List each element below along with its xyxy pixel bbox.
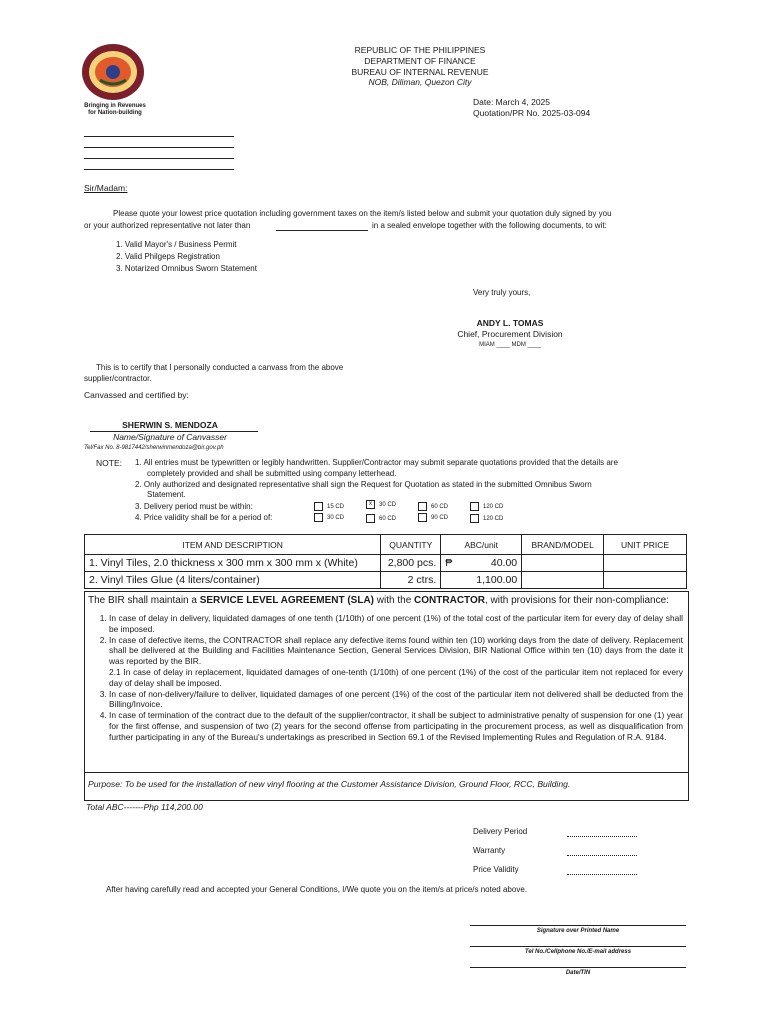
bir-seal-logo	[80, 42, 146, 102]
sla-item-1: 1. In case of delay in delivery, liquidated damages of one tenth (1/10th) of one percent (1%) of the total cost of the particular item for every day of delay shall be imposed.	[109, 613, 683, 635]
address-line-2[interactable]	[84, 147, 234, 148]
sla-box	[84, 591, 689, 801]
canvasser-caption: Name/Signature of Canvasser	[113, 432, 227, 442]
delivery-opt-15[interactable]	[314, 502, 344, 511]
header-abc: ABC/unit	[441, 535, 522, 555]
canvasser-contact: Tel/Fax No. 8-9817442/sherwinmendoza@bir.gov.ph	[84, 445, 224, 451]
qty-cell: 2 ctrs.	[381, 572, 441, 589]
warranty-label: Warranty	[473, 846, 506, 855]
checkbox-checked-icon: x	[366, 500, 375, 509]
validity-opt-60[interactable]	[366, 514, 396, 523]
validity-opt-120[interactable]	[470, 514, 503, 523]
opt-label: 120 CD	[483, 516, 504, 523]
date-tin-caption: Date/TIN	[565, 970, 591, 976]
doc-3: 3. Notarized Omnibus Sworn Statement	[116, 264, 257, 273]
item-cell: 2. Vinyl Tiles Glue (4 liters/container)	[85, 572, 381, 589]
opt-label: 30 CD	[327, 515, 345, 522]
signature-line[interactable]	[470, 925, 686, 926]
sla-item-3: 3. In case of non-delivery/failure to deliver, liquidated damages of one percent (1%) of the cost of the particular item not delivered shall be deducted from the Billing/Invoice.	[109, 689, 683, 711]
validity-opt-90[interactable]	[418, 513, 448, 522]
checkbox-icon	[366, 514, 375, 523]
opt-label: 15 CD	[327, 504, 345, 511]
signatory-name: ANDY L. TOMAS	[476, 318, 544, 328]
contact-caption: Tel No./Cellphone No./E-mail address	[524, 949, 632, 955]
sla-item-2-text: In case of defective items, the CONTRACTOR shall replace any defective items found within ten (10) working days from the date of delivery. Replacement shall be delivered at the Building and Facilities Maintenance Section, General Services Division, BIR National Office within ten (10) days from the date it was reported by the BIR.	[109, 634, 683, 667]
address-line-3[interactable]	[84, 158, 234, 159]
opt-label: 30 CD	[379, 502, 397, 509]
validity-opt-30[interactable]	[314, 513, 344, 522]
delivery-opt-120[interactable]	[470, 502, 503, 511]
tagline-2: for Nation-building	[88, 110, 142, 116]
intro-line-2b: in a sealed envelope together with the following documents, to wit:	[372, 221, 607, 230]
checkbox-icon	[470, 514, 479, 523]
contractor-term: CONTRACTOR	[414, 595, 485, 606]
abc-cell: 1,100.00	[441, 572, 522, 589]
opt-label: 60 CD	[379, 516, 397, 523]
sla-intro	[88, 595, 669, 606]
header-address: NOB, Diliman, Quezon City	[368, 77, 472, 87]
acceptance-text: After having carefully read and accepted your General Conditions, I/We quote you on the item/s at price/s noted above.	[106, 885, 527, 894]
brand-cell[interactable]	[522, 572, 604, 589]
signature-caption: Signature over Printed Name	[536, 928, 620, 934]
items-table	[84, 534, 687, 589]
date-text: Date: March 4, 2025	[473, 97, 551, 107]
header-quantity: QUANTITY	[381, 535, 441, 555]
sla-intro-text: , with provisions for their non-compliance:	[484, 595, 669, 606]
sla-item-2-1: 2.1 In case of delay in replacement, liquidated damages of one-tenth (1/10th) of one percent (1%) of the cost of the particular item not replaced for every day of delay shall be imposed.	[109, 666, 683, 688]
address-line-1[interactable]	[84, 136, 234, 137]
item-cell: 1. Vinyl Tiles, 2.0 thickness x 300 mm x 300 mm x (White)	[85, 555, 381, 572]
checkbox-icon	[418, 502, 427, 511]
checkbox-icon	[314, 513, 323, 522]
header-unit-price: UNIT PRICE	[604, 535, 687, 555]
header-bureau: BUREAU OF INTERNAL REVENUE	[351, 67, 489, 77]
purpose-text: Purpose: To be used for the installation of new vinyl flooring at the Customer Assistance Division, Ground Floor, RCC, Building.	[88, 779, 571, 789]
price-validity-field[interactable]	[567, 874, 637, 875]
date-tin-line[interactable]	[470, 967, 686, 968]
sla-list	[95, 613, 683, 743]
doc-1: 1. Valid Mayor's / Business Permit	[116, 240, 237, 249]
note-2: 2. Only authorized and designated representative shall sign the Request for Quotation as stated in the submitted Omnibus Sworn	[135, 480, 592, 489]
delivery-opt-30[interactable]	[366, 500, 396, 509]
note-3: 3. Delivery period must be within:	[135, 502, 253, 511]
warranty-field[interactable]	[567, 855, 637, 856]
signatory-title: Chief, Procurement Division	[457, 329, 563, 339]
note-label: NOTE:	[96, 458, 122, 468]
header-department: DEPARTMENT OF FINANCE	[364, 56, 476, 66]
sla-intro-text: The BIR shall maintain a	[88, 595, 200, 606]
address-line-4[interactable]	[84, 169, 234, 170]
brand-cell[interactable]	[522, 555, 604, 572]
sla-term: SERVICE LEVEL AGREEMENT (SLA)	[199, 595, 375, 606]
canvasser-name: SHERWIN S. MENDOZA	[122, 420, 218, 430]
price-cell[interactable]	[604, 555, 687, 572]
intro-line-1: Please quote your lowest price quotation including government taxes on the item/s listed below and submit your quotation duly signed by you	[113, 209, 612, 218]
delivery-opt-60[interactable]	[418, 502, 448, 511]
qty-cell: 2,800 pcs.	[381, 555, 441, 572]
table-row	[85, 572, 687, 589]
note-1b: completely provided and shall be submitted using company letterhead.	[147, 469, 397, 478]
abc-cell	[441, 555, 522, 572]
deadline-blank[interactable]	[276, 230, 368, 231]
quotation-number: Quotation/PR No. 2025-03-094	[473, 108, 591, 118]
delivery-period-field[interactable]	[567, 836, 637, 837]
canvass-certify: This is to certify that I personally conducted a canvass from the above supplier/contractor.	[84, 363, 344, 383]
closing: Very truly yours,	[473, 288, 531, 297]
checkbox-icon	[418, 513, 427, 522]
header-brand: BRAND/MODEL	[522, 535, 604, 555]
peso-sign: ₱	[445, 557, 453, 569]
total-abc: Total ABC-------Php 114,200.00	[86, 802, 203, 812]
sla-item-2	[109, 635, 683, 689]
sla-intro-text: with the	[374, 595, 415, 606]
salutation: Sir/Madam:	[84, 183, 128, 193]
delivery-period-label: Delivery Period	[473, 827, 528, 836]
header-item: ITEM AND DESCRIPTION	[85, 535, 381, 555]
sla-item-4: 4. In case of termination of the contract due to the default of the supplier/contractor, it shall be subject to administrative penalty of suspension for one (1) year for the first offense, and suspension of two (2) years for the second offense from participating in the procurement process, as well as disqualification from further participating in any of the Bureau's undertakings as prescribed in Section 69.1 of the Revised Implementing Rules and Regulation of R.A. 9184.	[109, 710, 683, 742]
opt-label: 60 CD	[431, 504, 449, 511]
purpose-divider	[85, 772, 688, 773]
doc-2: 2. Valid Philgeps Registration	[116, 252, 220, 261]
price-cell[interactable]	[604, 572, 687, 589]
contact-line[interactable]	[470, 946, 686, 947]
tagline-1: Bringing in Revenues	[84, 103, 146, 109]
checkbox-icon	[470, 502, 479, 511]
note-2b: Statement.	[147, 490, 186, 499]
intro-line-2a: or your authorized representative not later than	[84, 221, 251, 230]
abc-value: 40.00	[490, 557, 518, 569]
canvass-label: Canvassed and certified by:	[84, 390, 189, 400]
signatory-initials: MIAM ____ MDM ____	[479, 342, 541, 348]
table-header-row	[85, 535, 687, 555]
table-row	[85, 555, 687, 572]
checkbox-icon	[314, 502, 323, 511]
note-1: 1. All entries must be typewritten or legibly handwritten. Supplier/Contractor may submit separate quotations provided that the details are	[135, 458, 618, 467]
opt-label: 120 CD	[483, 504, 504, 511]
price-validity-label: Price Validity	[473, 865, 519, 874]
note-4: 4. Price validity shall be for a period of:	[135, 513, 273, 522]
header-republic: REPUBLIC OF THE PHILIPPINES	[354, 45, 486, 55]
opt-label: 90 CD	[431, 515, 449, 522]
